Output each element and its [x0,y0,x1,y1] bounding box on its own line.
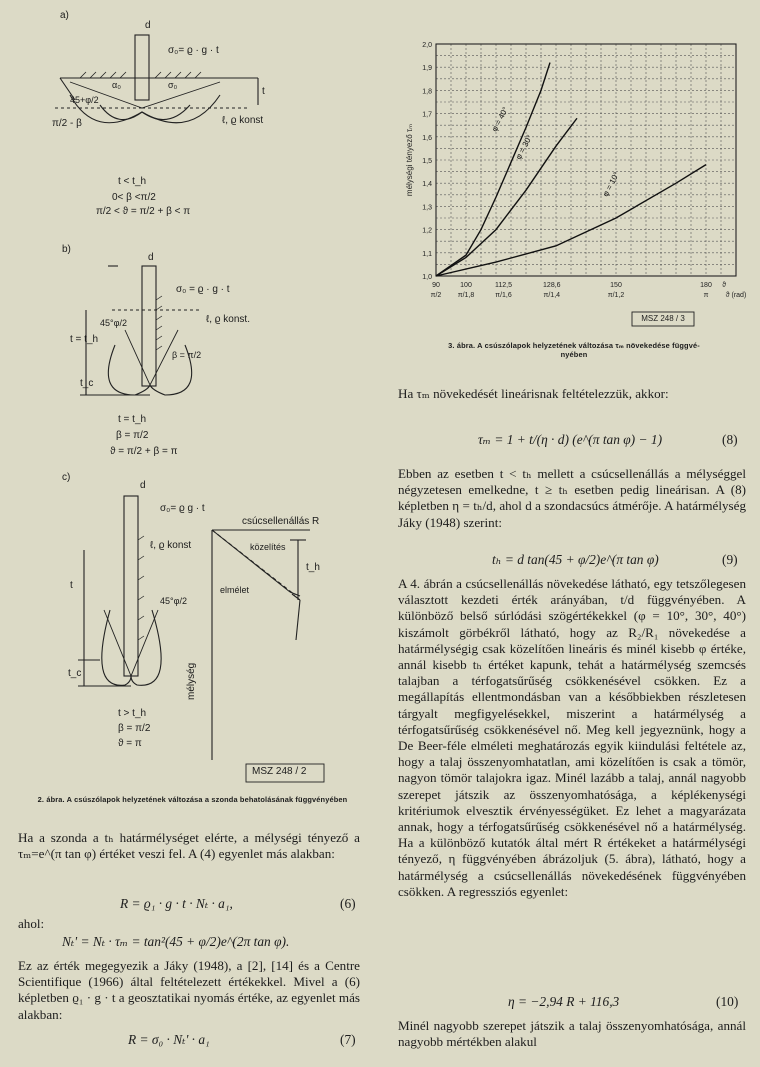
left-para-1: Ha a szonda a tₕ határmélységet elérte, a mélységi tényező a τₘ=e^(π tan φ) értéket veszi fel. A (4) egyenlet más alakban: [18,830,360,862]
fig2c-t: t [70,580,73,591]
figure-3-caption-line1: 3. ábra. A csúszólapok helyzetének változása τₘ növekedése függvé- [448,341,700,350]
eq-8: τₘ = 1 + t/(η · d) (e^(π tan φ) − 1) [478,432,663,447]
y-tick-label: 2,0 [422,42,432,49]
fig2c-msz: MSZ 248 / 2 [252,766,307,777]
fig2c-konst: ℓ, ϱ konst [150,540,192,551]
figure-3-chart [398,30,760,323]
fig2a-d: d [145,20,151,31]
figure-2-caption: 2. ábra. A csúszólapok helyzetének változása a szonda behatolásának függvényében [37,795,348,804]
eq-6-number: (6) [340,896,356,911]
fig2b-beta: β = π/2 [172,350,202,360]
fig2b-cond3: ϑ = π/2 + β = π [110,446,178,457]
eq-10: η = −2,94 R + 116,3 [508,994,620,1009]
y-tick-label: 1,6 [422,134,432,142]
series-label-2: φ = 30° [513,133,535,161]
fig2c-tc: t_c [68,668,82,679]
fig2c-label: c) [62,472,71,483]
x-tick-label-rad: π/1,2 [607,292,625,299]
x-tick-label: 150 [610,282,622,289]
x-tick-label-rad: π/1,4 [543,292,561,299]
eq-9-number: (9) [722,552,738,567]
x-tick-label: 180 [700,282,712,289]
fig2a-sigma: σ₀= ϱ · g · t [168,45,219,56]
y-tick-label: 1,0 [422,274,432,281]
fig2b-d: d [148,252,154,263]
x-tick-label-rad: π [703,292,709,299]
y-tick-label: 1,3 [422,204,432,212]
y-tick-label: 1,1 [422,250,432,258]
fig2c-sigma: σ₀= ϱ g · t [160,503,205,514]
x-tick-label: 112,5 [495,282,512,289]
right-para-1: Ha τₘ növekedését lineárisnak feltételezzük, akkor: [398,386,669,401]
y-tick-label: 1,7 [422,111,432,119]
y-axis-label: mélységi tényező τₘ [405,123,414,197]
fig2b-sigma: σ₀ = ϱ · g · t [176,284,230,295]
fig2c-probe [124,496,138,676]
msz-label: MSZ 248 / 3 [641,314,685,323]
eq-9: tₕ = d tan(45 + φ/2)e^(π tan φ) [492,552,659,567]
fig2c-angle: 45°φ/2 [160,596,187,606]
fig2c-theory: elmélet [220,585,250,595]
fig2b-label: b) [62,244,71,255]
fig2a-pi: π/2 - β [52,118,82,129]
series-label-3: φ = 10° [600,170,622,199]
fig2b-cond2: β = π/2 [116,430,149,441]
x-tick-label-rad: π/1,8 [457,292,475,299]
fig2b-probe [142,266,156,386]
y-tick-label: 1,2 [422,227,432,235]
figure-3-caption-line2: nyében [560,350,588,359]
eq-6b: Nₜ' = Nₜ · τₘ = tan²(45 + φ/2)e^(2π tan φ). [62,934,290,949]
y-tick-label: 1,5 [422,158,432,165]
fig2a-cond1: t < t_h [118,176,147,187]
x-axis-unit: ϑ (rad) [725,292,747,299]
fig2a-label: a) [60,10,69,21]
x-tick-label: 90 [432,282,440,289]
fig2a-sigma0: σ₀ [168,80,178,90]
fig2c-cond3: ϑ = π [118,738,142,749]
figure-3-caption [392,341,756,359]
y-tick-label: 1,4 [422,181,432,189]
left-ahol: ahol: [18,916,45,931]
fig2c-approx: közelítés [250,542,286,552]
x-tick-label: 128,6 [543,282,561,289]
fig2b-konst: ℓ, ϱ konst. [206,314,250,325]
fig2c-depth: mélység [186,662,197,700]
x-tick-label: 100 [460,282,472,289]
fig2b-t: t = t_h [70,334,99,345]
eq-10-number: (10) [716,994,739,1009]
y-tick-label: 1,8 [422,88,432,96]
eq-6: R = ϱ₁ · g · t · Nₜ · a₁, [120,896,233,911]
fig2a-cond3: π/2 < ϑ = π/2 + β < π [96,206,191,217]
fig2c-cond1: t > t_h [118,708,147,719]
eq-7: R = σ₀ · Nₜ' · a₁ [128,1032,210,1047]
fig2c-d: d [140,480,146,491]
fig2b-cond1: t = t_h [118,414,147,425]
left-para-2: Ez az érték megegyezik a Jáky (1948), a [2], [14] és a Centre Scientifique (1966) által feltételezett értékekkel. Mivel a (6) képletben ϱ₁ · g · t a geosztatikai nyomás értéke, az egyenlet más alakban: [18,958,360,1022]
fig2a-probe [135,35,149,100]
series-label-1: φ = 40° [489,105,511,134]
fig2c-cond2: β = π/2 [118,723,151,734]
fig2a-cond2: 0< β <π/2 [112,192,156,203]
right-para-3: A 4. ábrán a csúcsellenállás növekedése látható, egy tetszőlegesen választott kezdeti érték arányában, t/d függvényében. A különböző belső súrlódási szögértékekkel (φ = 10°, 30°, 40°) kiszámolt görbékről látható, hogy az R₂/R₁ növekedése a határmélységig csak közelítően lineáris és minél kisebb φ értéke, annál kisebb tₕ értéket kapunk, tehát a határmélység szemcsés talajban a térfogatsűrűség csökkenésével csökken. Ez a megállapítás ellentmondásban van a későbbiekben részletesen tárgyalt megfigyelésekkel, miszerint a határmélység a térfogatsűrűség csökkenésével nő. Meg kell jegyeznünk, hogy a De Beer-féle elméleti meghatározás egyik kiindulási feltétele az, hogy a talaj összenyomhatatlan, ami közelítően is csak a tömör, nagyon tömör talajokra igaz. Minél lazább a talaj, annál nagyobb szerepet játszik az összenyomhatósága, a képlékenységi kritériumok elvesztik érvényességüket. Ez lehet a magyarázata annak, hogy a térfogatsűrűség csökkenésével nő a határmélység. Ha a különböző kutatók által mért R értékeket a határmélységi tényező, η függvényében ábrázoljuk (5. ábra), látható, hogy a határmélység a csúcsellenállás növekedésének függvényében csökken. A regressziós egyenlet: [398,576,746,899]
x-tick-label-rad: π/1,6 [495,292,512,299]
fig2a-konst: ℓ, ϱ konst [222,115,264,126]
series-line-1 [436,63,550,276]
fig2b-angle: 45°φ/2 [100,318,127,328]
x-tick-label-rad: π/2 [430,292,442,299]
fig2a-angle: 45+φ/2 [70,95,99,105]
fig2c-resistance: csúcsellenállás R [242,516,320,527]
y-tick-label: 1,9 [422,65,432,73]
x-axis-symbol: ϑ [722,282,726,289]
right-para-2: Ebben az esetben t < tₕ mellett a csúcsellenállás a mélységgel négyzetesen emelkedne, t ≥ tₕ esetben pedig lineárisan. A (8) képletben η = tₕ/d, ahol d a szondacsúcs átmérője. A határmélység Jáky (1948) szerint: [398,466,746,530]
fig2a-t: t [262,86,265,97]
eq-8-number: (8) [722,432,738,447]
fig2a-alpha: α₀ [112,80,121,90]
fig2c-th: t_h [306,562,320,573]
fig2b-tc: t_c [80,378,94,389]
right-para-4: Minél nagyobb szerepet játszik a talaj összenyomhatósága, annál nagyobb mértékben alakul [398,1018,746,1050]
eq-7-number: (7) [340,1032,356,1047]
